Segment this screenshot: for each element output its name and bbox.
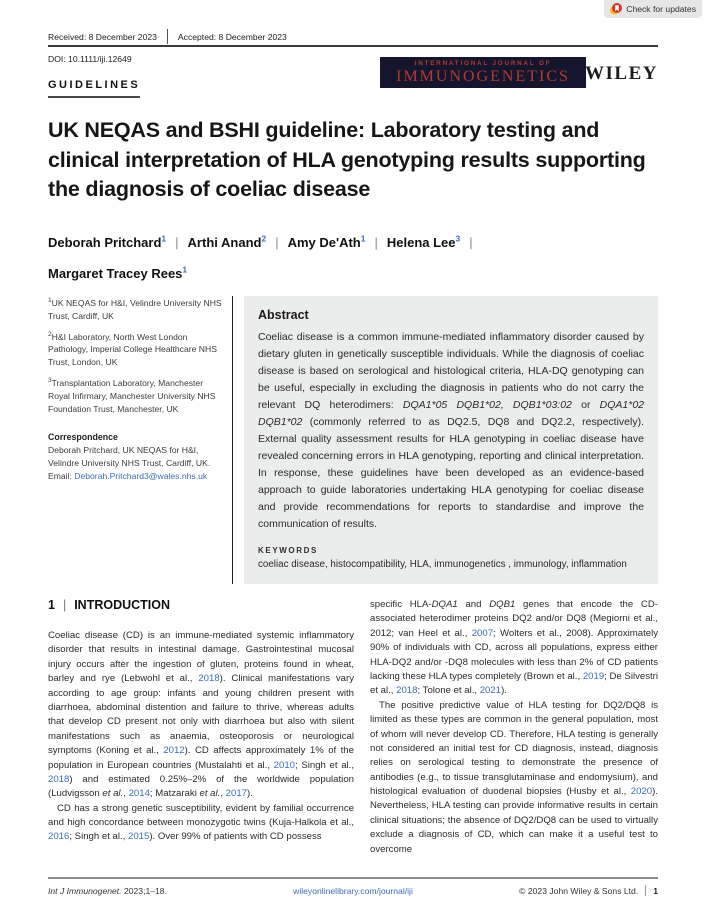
affiliation-text: H&I Laboratory, North West London Pathology, Imperial College Healthcare NHS Trust, London, UK (48, 331, 217, 368)
affiliation-sup: 2 (48, 330, 52, 338)
text-run: ). Clinical manifestations vary according to age group: infants and young children present with diarrhoea, abdominal distention and failure to thrive, whereas adults that develop CD present not only with diarrhoea but also with silent manifestations such as anaemia, osteoporosis or neurological symptoms (Koning et al., (48, 673, 354, 757)
footer-journal-name: Int J Immunogenet. (48, 885, 122, 896)
section-title: INTRODUCTION (74, 598, 171, 612)
author-row (48, 226, 482, 256)
article-type-label: GUIDELINES (48, 79, 140, 98)
author-affiliation-sup: 3 (455, 234, 461, 244)
affiliations-abstract-band (48, 296, 658, 584)
journal-logo-superline: INTERNATIONAL JOURNAL OF (414, 59, 552, 67)
text-run: genes that encode the CD-associated heterodimer proteins DQ2 and/or DQ8 (Megiorni et al., 2012; van Heel et al., (370, 599, 658, 639)
abstract-text (258, 329, 644, 533)
body-paragraph (370, 598, 658, 699)
author-name: Margaret Tracey Rees (48, 265, 183, 281)
text-run: ; Tolone et al., (417, 685, 480, 697)
text-run: CD has a strong genetic susceptibility, evident by familial occurrence and high concordance between monozygotic twins (Kuja-Halkola et al., (48, 802, 354, 829)
text-run: Coeliac disease is a common immune-mediated inflammatory disorder caused by dietary gluten in genetically susceptible individuals. While the diagnosis of coeliac disease is based on serological and histological criteria, HLA-DQ genotyping can be useful, especially in excluding the diagnosis in patients who do not carry the relevant DQ heterodimers: (258, 331, 644, 411)
citation-link[interactable]: 2010 (273, 759, 295, 771)
journal-logo-name: IMMUNOGENETICS (396, 67, 570, 85)
author-list (48, 226, 482, 287)
affiliation-3 (48, 376, 226, 416)
footer (48, 885, 658, 896)
dates-row (48, 29, 287, 44)
author (48, 235, 166, 250)
author (288, 235, 366, 250)
check-for-updates-badge[interactable] (604, 0, 702, 18)
right-column (370, 598, 658, 857)
dates-divider (167, 29, 168, 44)
author-separator: | (175, 235, 179, 251)
footer-citation (48, 886, 167, 896)
author-name: Arthi Anand (187, 235, 262, 251)
text-run: and (457, 599, 490, 610)
section-heading (48, 598, 354, 612)
author-affiliation-sup: 1 (360, 234, 366, 244)
body-paragraph (48, 802, 354, 845)
body-paragraph (370, 699, 658, 857)
affiliation-text: Transplantation Laboratory, Manchester Royal Infirmary, Manchester University NHS Foundation Trust, Manchester, UK (48, 378, 216, 414)
italic-text: et al. (199, 788, 221, 800)
citation-link[interactable]: 2014 (128, 788, 150, 800)
citation-link[interactable]: 2017 (225, 788, 247, 800)
text-run: specific HLA- (370, 599, 432, 610)
email-link[interactable]: Deborah.Pritchard3@wales.nhs.uk (74, 470, 208, 481)
citation-link[interactable]: 2020 (630, 786, 653, 798)
italic-text: DQA1*05 DQB1*02, DQB1*03:02 (402, 399, 572, 411)
text-run: ; Wolters et al., 2008). Approximately 90% of individuals with CD, across all populations, express either HLA-DQ2 and/or -DQ8 molecules with less than 2% of CD patients lacking these HLA types completely (Brown et al., (370, 627, 658, 682)
accepted-date: Accepted: 8 December 2023 (177, 31, 287, 42)
footer-copyright: © 2023 John Wiley & Sons Ltd. (519, 885, 639, 896)
abstract-box (244, 296, 658, 584)
author-name: Deborah Pritchard (48, 235, 162, 251)
text-run: (commonly referred to as DQ2.5, DQ8 and DQ2.2, respectively). External quality assessment results for HLA genotyping in coeliac disease have revealed concerning errors in HLA genotyping, reporting and clinical interpretation. In response, these guidelines have been developed as an evidence-based approach to guide laboratories undertaking HLA genotyping for coeliac disease and provide recommendations for reports to standardise and improve the communication of results. (258, 416, 644, 530)
section-number: 1 (48, 598, 55, 612)
affiliation-sup: 1 (48, 297, 52, 304)
author (48, 266, 187, 281)
footer-journal-url[interactable]: wileyonlinelibrary.com/journal/iji (293, 885, 413, 896)
footer-volume-pages: 2023;1–18. (121, 885, 167, 896)
header-rule (48, 45, 658, 47)
author-affiliation-sup: 2 (261, 234, 267, 244)
body-paragraph (48, 629, 354, 802)
journal-logo (380, 57, 586, 88)
author-separator: | (469, 235, 473, 251)
publisher-logo: WILEY (585, 63, 658, 84)
affiliation-text: UK NEQAS for H&I, Velindre University NHS Trust, Cardiff, UK (48, 297, 222, 321)
abstract-heading: Abstract (258, 308, 309, 322)
vertical-divider (232, 296, 233, 584)
text-run: The positive predictive value of HLA testing for DQ2/DQ8 is limited as these types are common in the general population, most of whom will never develop CD. Therefore, HLA testing is generally not considered an initial test for CD diagnosis, instead, diagnosis relies on serological testing to demonstrate the presence of antibodies (e.g., to tissue transglutaminase and endomysium), and histological evaluation of duodenal biopsies (Husby et al., (370, 699, 658, 798)
article-title: UK NEQAS and BSHI guideline: Laboratory testing and clinical interpretation of HLA genotyping results supporting the diagnosis of coeliac disease (48, 118, 646, 202)
citation-link[interactable]: 2018 (48, 773, 70, 785)
author-row (48, 256, 482, 286)
left-column (48, 598, 354, 857)
citation-link[interactable]: 2018 (396, 685, 418, 697)
citation-link[interactable]: 2016 (48, 831, 70, 843)
citation-link[interactable]: 2012 (163, 745, 185, 757)
citation-link[interactable]: 2018 (198, 673, 220, 685)
text-run: ; De Silvestri et al., (370, 670, 659, 697)
page-number: 1 (653, 885, 658, 896)
author-affiliation-sup: 1 (182, 264, 188, 275)
author-separator: | (275, 235, 279, 251)
author-name: Amy De'Ath (287, 235, 361, 251)
text-run: ; Singh et al., (69, 831, 129, 843)
author-name: Helena Lee (386, 235, 456, 251)
affiliation-2 (48, 330, 226, 370)
footer-rule (48, 877, 658, 879)
text-run: ). CD affects approximately 1% of the population in European countries (Mustalahti et al., (48, 745, 354, 771)
correspondence-heading: Correspondence (48, 431, 118, 442)
affiliation-sup: 3 (48, 377, 52, 385)
text-run: ). Over 99% of patients with CD possess (149, 831, 322, 843)
text-run: ). (247, 788, 253, 800)
affiliations-block (48, 296, 226, 584)
text-run: or (571, 399, 600, 411)
citation-link[interactable]: 2019 (582, 670, 605, 682)
doi-text: DOI: 10.1111/iji.12649 (48, 54, 132, 64)
italic-text: DQA1*02 DQB1*02 (258, 399, 644, 428)
text-run: ; Singh et al., (295, 759, 354, 771)
text-run: Coeliac disease (CD) is an immune-mediated systemic inflammatory disorder that results in intestinal damage. Gastrointestinal mucosal injury occurs after the ingestion of gluten, proteins found in wheat, barley and rye (Lebwohl et al., (48, 630, 354, 685)
italic-text: DQB1 (489, 599, 516, 610)
body-columns (48, 598, 658, 857)
email-label: Email: (48, 470, 75, 481)
italic-text: et al. (102, 788, 124, 800)
text-run: , (220, 788, 226, 800)
author-affiliation-sup: 1 (161, 234, 167, 244)
citation-link[interactable]: 2021 (479, 685, 502, 697)
affiliation-1 (48, 296, 226, 323)
citation-link[interactable]: 2015 (128, 831, 150, 843)
italic-text: DQA1 (431, 599, 458, 610)
text-run: ). (501, 685, 507, 697)
footer-page-divider (645, 885, 646, 896)
received-date: Received: 8 December 2023 (48, 31, 157, 42)
text-run: ). Nevertheless, HLA testing can provide informative results in certain clinical situations; the absence of DQ2/DQ8 can be used to virtually exclude a diagnosis of CD, which can make it a useful test to overcome (370, 786, 658, 855)
check-for-updates-label: Check for updates (626, 3, 696, 14)
author-separator: | (374, 235, 378, 251)
check-for-updates-icon (610, 3, 622, 15)
section-separator: | (62, 598, 67, 612)
keywords-text: coeliac disease, histocompatibility, HLA, immunogenetics , immunology, inflammation (258, 559, 627, 570)
keywords-heading: KEYWORDS (258, 546, 318, 555)
text-run: , (123, 788, 129, 800)
author (188, 235, 267, 250)
citation-link[interactable]: 2007 (471, 627, 494, 639)
correspondence-text: Deborah Pritchard, UK NEQAS for H&I, Velindre University NHS Trust, Cardiff, UK. (48, 444, 211, 468)
correspondence-email-line (48, 470, 226, 483)
author (387, 235, 460, 250)
text-run: ) and estimated 0.25%–2% of the worldwide population (Ludvigsson (48, 773, 354, 800)
footer-right (519, 885, 658, 896)
text-run: ; Matzaraki (149, 788, 200, 800)
